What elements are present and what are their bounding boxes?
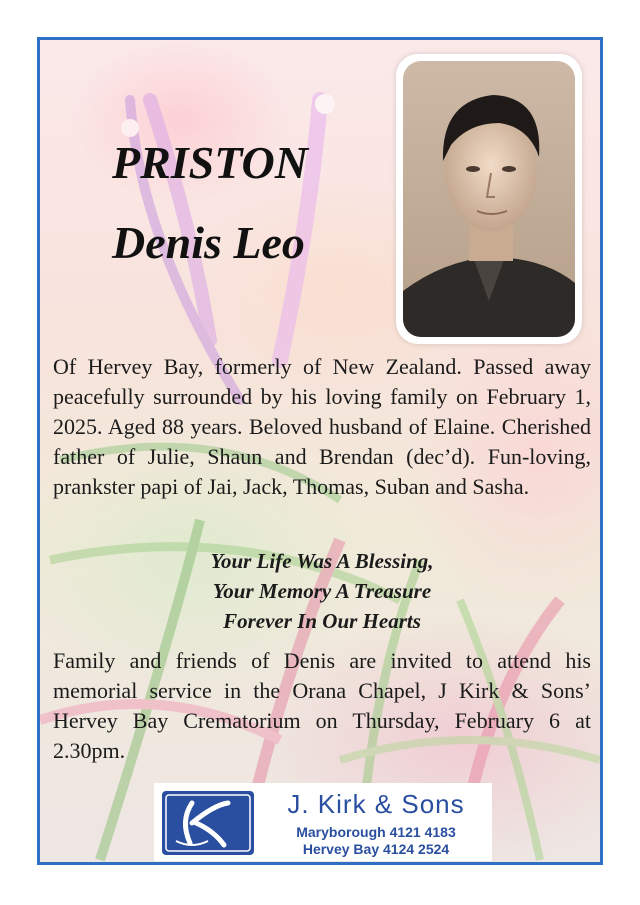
hervey-bay-phone: Hervey Bay 4124 2524: [302, 841, 450, 857]
portrait-image: [403, 61, 575, 337]
k-monogram-logo-icon: [162, 791, 254, 855]
photo-frame: [396, 54, 582, 344]
death-notice-card: [37, 37, 603, 865]
verse-line: Your Life Was A Blessing,: [210, 549, 434, 573]
maryborough-phone: Maryborough 4121 4183: [296, 824, 456, 840]
verse-line: Forever In Our Hearts: [223, 609, 421, 633]
notice-paragraph-2: Family and friends of Denis are invited to attend his memorial service in the Orana Chapel, J Kirk & Sons’ Hervey Bay Crematorium on Thursday, February 6 at 2.30pm.: [53, 648, 591, 763]
portrait-photo: [403, 61, 575, 337]
funeral-director-ad: [154, 783, 492, 861]
surname-heading: PRISTON: [112, 137, 308, 188]
memorial-verse: [53, 546, 591, 636]
notice-paragraph-1: Of Hervey Bay, formerly of New Zealand. Passed away peacefully surrounded by his loving family on February 1, 2025. Aged 88 years. Beloved husband of Elaine. Cherished father of Julie, Shaun and Brendan (dec’d). Fun-loving, prankster papi of Jai, Jack, Thomas, Suban and Sasha.: [53, 354, 591, 499]
given-names-heading: Denis Leo: [112, 217, 305, 268]
funeral-director-name: J. Kirk & Sons: [287, 789, 465, 819]
verse-line: Your Memory A Treasure: [212, 579, 432, 603]
